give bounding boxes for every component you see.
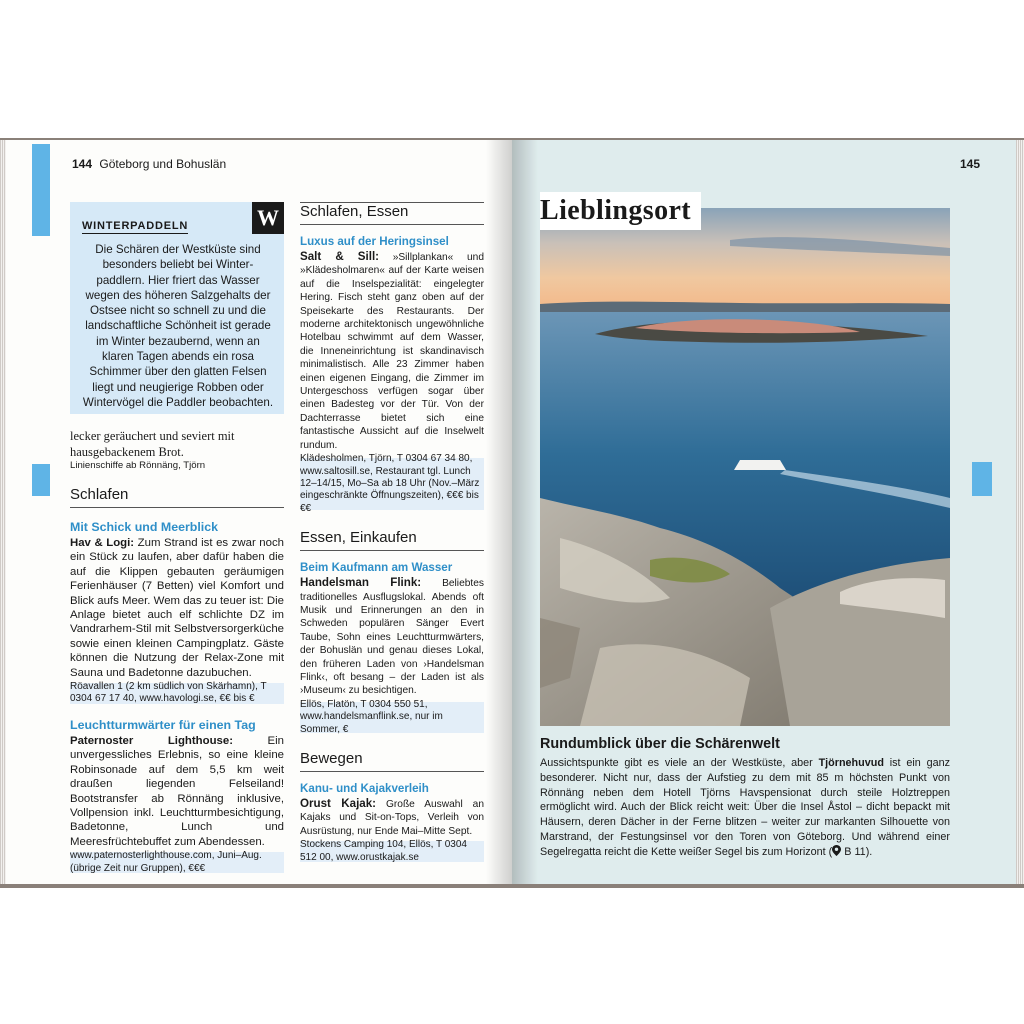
running-title: Göteborg und Bohuslän <box>99 157 227 171</box>
entry-text: Beliebtes traditionelles Ausflugslokal. Abends oft Musik und Erinnerungen an den in Schweden populären Sänger Evert Taube, Sohn eines Leuchtturmwärters, der Bohuslän und genau dieses Lokal, den früheren Laden von ›Handelsman Flink‹, oft besang – der Laden ist als ›Museum‹ zu besichtigen. <box>300 578 484 697</box>
entry-title: Leuchtturmwärter für einen Tag <box>70 717 256 732</box>
continued-text: lecker geräuchert und seviert mit hausgebackenem Brot. <box>70 429 235 459</box>
entry-info: Röavallen 1 (2 km südlich von Skärhamn), T 0304 67 17 40, www.havologi.se, €€ bis € <box>70 681 284 706</box>
section-heading-schlafen: Schlafen <box>70 486 284 508</box>
info-badge-icon: W <box>252 202 284 234</box>
map-reference: B 11 <box>844 845 866 858</box>
thumb-tab-mid <box>32 464 50 496</box>
gutter-shadow <box>512 140 538 884</box>
thumb-tab-top <box>32 144 50 236</box>
entry-title: Luxus auf der Heringsinsel <box>300 235 449 248</box>
caption-part: ist ein ganz besonderer. Nicht nur, dass der Aufstieg zu dem mit 85 m höchsten Punkt von Rönnäng neben dem Hotell Tjörns Havspensionat durch steile Holztreppen ermöglicht wird. Auch der Blick reicht weit: Über die Insel Åstol – dicht bepackt mit Häusern, deren Dächer in der Ferne blitzen – weiter zur markanten Silhouette von Marstrand, der Festungsinsel vor den Toren von Göteborg. Und während einer Segelregatta reicht die Kette weißer Segel bis zum Horizont ( <box>540 757 951 858</box>
landscape-photo <box>540 208 950 726</box>
left-column <box>70 202 284 875</box>
landscape-photo-svg <box>540 208 950 726</box>
page-number-right: 145 <box>959 157 980 171</box>
entry-body <box>70 734 284 849</box>
entry-name: Paternoster Lighthouse: <box>70 734 233 747</box>
running-head <box>72 157 226 171</box>
gutter-shadow <box>486 140 512 884</box>
right-column <box>300 202 484 864</box>
entry-text: Große Auswahl an Kajaks und Sit-on-Tops, Verleih von Ausrüstung, nur Ende Mai–Mitte Sept. <box>300 799 484 837</box>
entry-title: Kanu- und Kajakverleih <box>300 782 429 795</box>
entry-title: Mit Schick und Meerblick <box>70 520 219 534</box>
section-heading-schlafen-essen: Schlafen, Essen <box>300 202 484 225</box>
entry-name: Handelsman Flink: <box>300 576 422 590</box>
caption-title: Rundumblick über die Schärenwelt <box>540 736 780 752</box>
entry-body <box>70 536 284 680</box>
page-number-left: 144 <box>72 157 93 171</box>
feature-title: Lieblingsort <box>540 192 701 230</box>
map-pin-icon <box>832 845 841 861</box>
entry-body <box>300 250 484 452</box>
info-box-text: Die Schären der Westküste sind besonders beliebt bei Winter-paddlern. Hier friert das Wasser wegen des höheren Salzgehalts der Ostsee nicht so schnell zu und die landschaftliche Schönheit ist gerade im Winter bezaubernd, wenn an klaren Tagen abends ein rosa Schimmer über den glatten Felsen liegt und neugierige Robben oder Wintervögel die Paddler beobachten. <box>82 243 274 409</box>
entry-info: Klädesholmen, Tjörn, T 0304 67 34 80, www.saltosill.se, Restaurant tgl. Lunch 12–14/15, Mo–Sa ab 18 Uhr (Nov.–März eingeschränkte Öffnungszeiten), €€€ bis €€ <box>300 453 484 515</box>
entry-text: Ein unvergessliches Erlebnis, so eine kleine Robinsonade auf dem 5,5 km weit draußen liegenden Felseiland! Bootstransfer ab Rönnäng inklusive, Vollpension inkl. Leuchtturmbesichtigung, Badetonne, Lunch und Meeresfrüchtebuffet zum Abendessen. <box>70 734 284 848</box>
entry-text: »Sillplankan« und »Klädesholmaren« auf der Karte weisen auf die Inselspezialität: eingelegter Hering. Fisch steht ganz oben auf der Speisekarte des Restaurants. Der moderne architektonisch ungewöhnliche Hotelbau schwimmt auf dem Wasser, die Inneneinrichtung ist skandinavisch minimalistisch. Alle 23 Zimmer haben einen eigenen Eingang, die Zimmer im Untergeschoss verfügen sogar über einen Badesteg vor der Tür. Von der Dachterrasse bietet sich eine fantastische Aussicht auf die Inselwelt rundum. <box>300 252 484 451</box>
caption-part: Aussichtspunkte gibt es viele an der Westküste, aber <box>540 757 819 769</box>
entry-body <box>300 576 484 698</box>
entry-info: Ellös, Flatön, T 0304 550 51, www.handelsmanflink.se, nur im Sommer, € <box>300 699 484 736</box>
left-page <box>6 140 512 884</box>
caption-part: ). <box>865 845 873 858</box>
section-heading-bewegen: Bewegen <box>300 750 484 772</box>
section-heading-essen-einkaufen: Essen, Einkaufen <box>300 529 484 551</box>
caption-text <box>540 756 950 861</box>
continued-note: Linienschiffe ab Rönnäng, Tjörn <box>70 460 206 471</box>
entry-info: www.paternosterlighthouse.com, Juni–Aug. (übrige Zeit nur Gruppen), €€€ <box>70 850 284 875</box>
entry-name: Salt & Sill: <box>300 250 380 263</box>
entry-text: Zum Strand ist es zwar noch ein Stück zu laufen, aber dafür haben die auf die Klippen gebauten geräumigen Ferienhäuser (7 Betten) viel Komfort und Blick aufs Meer. Wem das zu teuer ist: Die Anlage bietet auch elf schlichte DZ im Vandrarhem-Stil mit Selbstversorgerküche sowie einen kleinen Campingplatz. Gäste können die Nutzung der Relax-Zone mit Sauna und Badetonne dazubuchen. <box>70 537 284 679</box>
info-box-winterpaddeln <box>70 202 284 414</box>
caption-highlight: Tjörnehuvud <box>818 757 884 769</box>
page-edges-right <box>1016 140 1024 884</box>
entry-body <box>300 797 484 838</box>
entry-name: Hav & Logi: <box>70 537 135 549</box>
info-box-title: WINTERPADDELN <box>82 220 189 232</box>
thumb-tab-right <box>972 462 992 496</box>
right-page <box>512 140 1016 884</box>
entry-title: Beim Kaufmann am Wasser <box>300 561 453 575</box>
entry-name: Orust Kajak: <box>300 797 377 810</box>
entry-info: Stockens Camping 104, Ellös, T 0304 512 00, www.orustkajak.se <box>300 839 484 864</box>
